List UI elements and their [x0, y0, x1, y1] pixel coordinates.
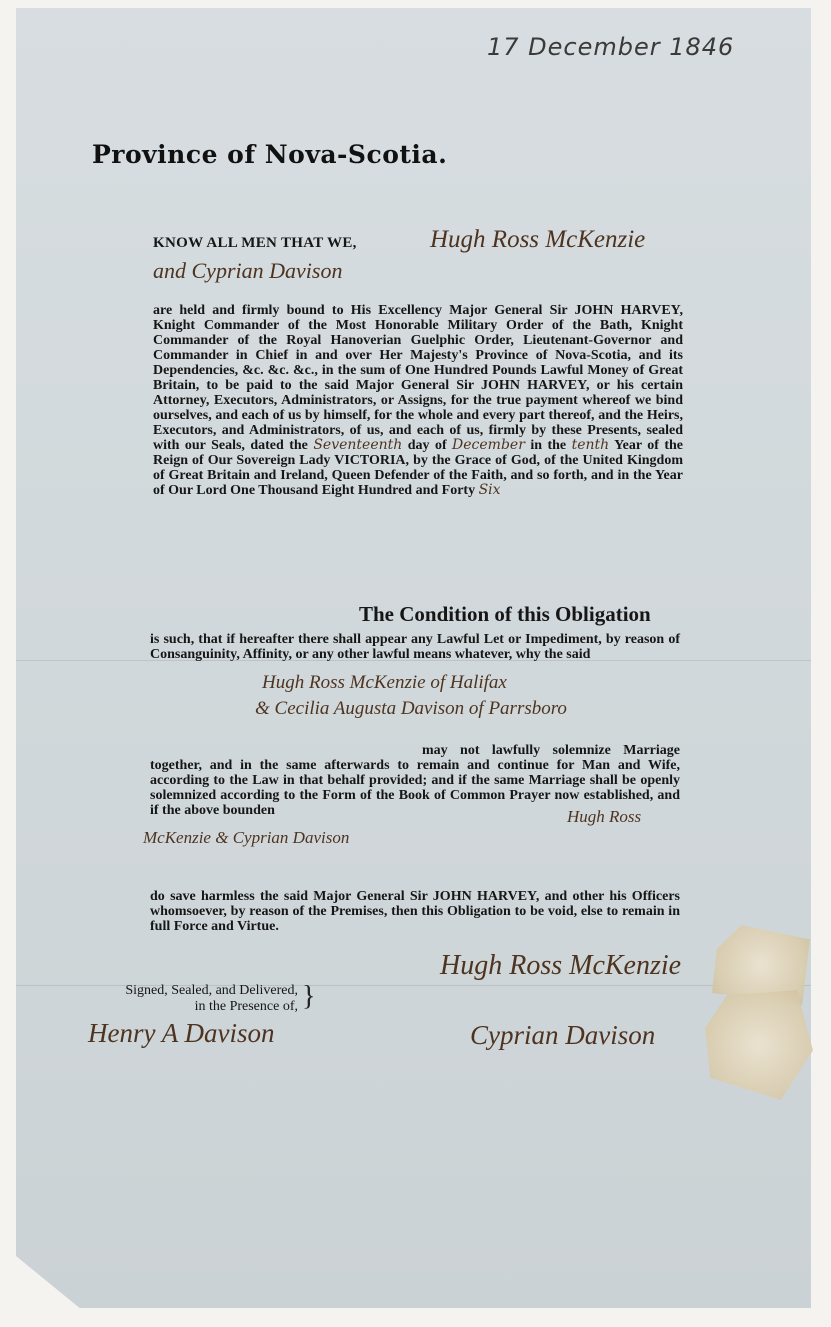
signature-cyprian-davison: Cyprian Davison: [470, 1020, 656, 1050]
signature-hugh-ross-mckenzie: Hugh Ross McKenzie: [440, 950, 682, 981]
handwritten-year: Six: [478, 482, 501, 498]
witness-clause: Signed, Sealed, and Delivered, in the Presence of,: [125, 983, 298, 1014]
condition-paragraph: is such, that if hereafter there shall appear any Lawful Let or Impediment, by reason of Consanguinity, Affinity, or any other lawful means whatever, why the said: [150, 632, 680, 662]
parties-name-1: Hugh Ross McKenzie of Halifax: [262, 672, 507, 693]
witness-signature: Henry A Davison: [88, 1018, 275, 1048]
principal-name-1: Hugh Ross McKenzie: [430, 226, 646, 253]
brace-mark: }: [302, 981, 316, 1012]
bond-paragraph: are held and firmly bound to His Excellency Major General Sir JOHN HARVEY, Knight Commander of the Most Honorable Military Order of the Bath, Knight Commander of the Royal Hanoverian Guelphic Order, Lieutenant-Governor and Commander in Chief in and over Her Majesty's Province of Nova-Scotia, and its Dependencies, &c. &c. &c., in the sum of One Hundred Pounds Lawful Money of Great Britain, to be paid to the said Major General Sir JOHN HARVEY, or his certain Attorney, Executors, Administrators, or Assigns, for the true payment whereof we bind ourselves, and each of us by himself, for the whole and every part thereof, and the Heirs, Executors, and Administrators, of us, and each of us, firmly by these Presents, sealed with our Seals, dated the Seventeenth day of December in the tenth Year of the Reign of Our Sovereign Lady VICTORIA, by the Grace of God, of the United Kingdom of Great Britain and Ireland, Queen Defender of the Faith, and so forth, and in the Year of Our Lord One Thousand Eight Hundred and Forty Six: [153, 303, 683, 498]
know-all-heading: KNOW ALL MEN THAT WE,: [153, 235, 357, 251]
parties-name-2: & Cecilia Augusta Davison of Parrsboro: [255, 698, 567, 719]
handwritten-month: December: [452, 437, 525, 453]
bounden-name-2: McKenzie & Cyprian Davison: [143, 828, 350, 847]
handwritten-day: Seventeenth: [313, 437, 403, 453]
condition-heading: The Condition of this Obligation: [359, 602, 651, 626]
document-title: Province of Nova-Scotia.: [92, 140, 448, 169]
marriage-paragraph: may not lawfully solemnize Marriage together, and in the same afterwards to remain and continue for Man and Wife, according to the Law in that behalf provided; and if the same Marriage shall be openly solemnized according to the Form of the Book of Common Prayer now established, and if the above bounden: [150, 743, 680, 818]
handwritten-reign-year: tenth: [571, 437, 610, 453]
release-paragraph: do save harmless the said Major General Sir JOHN HARVEY, and other his Officers whomsoever, by reason of the Premises, then this Obligation to be void, else to remain in full Force and Virtue.: [150, 889, 680, 934]
principal-name-2: and Cyprian Davison: [153, 258, 343, 283]
bounden-name-1: Hugh Ross: [567, 807, 642, 826]
handwritten-date: 17 December 1846: [487, 33, 735, 61]
